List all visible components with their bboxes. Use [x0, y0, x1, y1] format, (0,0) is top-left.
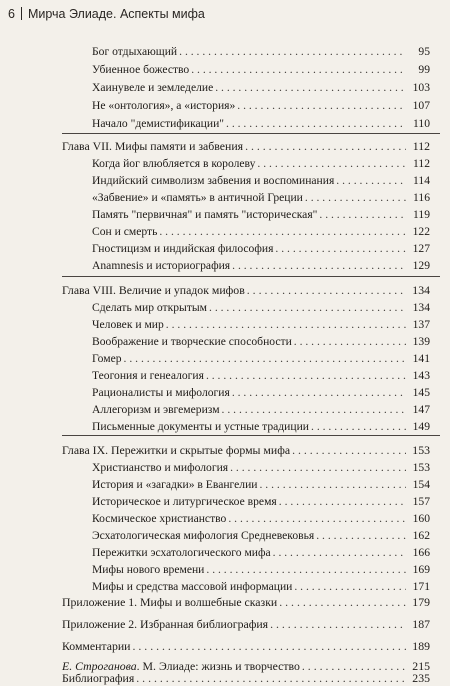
toc-entry[interactable]	[92, 386, 430, 399]
leader-dots	[191, 63, 406, 76]
leader-dots	[316, 529, 406, 542]
toc-entry-page: 162	[412, 529, 430, 542]
section-divider	[62, 276, 440, 277]
leader-dots	[215, 81, 406, 94]
leader-dots	[257, 157, 406, 170]
toc-entry-page: 110	[413, 117, 430, 130]
toc-entry-page: 179	[412, 595, 430, 609]
leader-dots	[159, 225, 406, 238]
toc-entry-page: 129	[412, 259, 430, 272]
toc-entry-title: Когда йог влюбляется в королеву	[92, 157, 256, 170]
toc-entry-title: Приложение 2. Избранная библиография	[62, 617, 269, 631]
toc-entry-page: 160	[412, 512, 430, 525]
toc-entry-page: 143	[412, 369, 430, 382]
toc-entry-page: 107	[412, 99, 430, 112]
chapter-title: Глава VII. Мифы памяти и забвения	[62, 139, 244, 153]
toc-entry[interactable]	[92, 335, 430, 348]
toc-entry-page: 147	[412, 403, 430, 416]
toc-entry-page: 141	[412, 352, 430, 365]
toc-entry-title: Историческое и литургическое время	[92, 495, 277, 508]
entry-title-rest: . М. Элиаде: жизнь и творчество	[136, 659, 300, 673]
toc-entry-title: Христианство и мифология	[92, 461, 229, 474]
toc-entry-page: 139	[412, 335, 430, 348]
toc-entry[interactable]	[92, 81, 430, 94]
leader-dots	[124, 352, 406, 365]
toc-entry[interactable]	[92, 495, 430, 508]
leader-dots	[179, 45, 406, 58]
toc-entry-page: 127	[412, 242, 430, 255]
toc-entry[interactable]	[92, 225, 430, 238]
leader-dots	[275, 242, 406, 255]
chapter-title: Глава IX. Пережитки и скрытые формы мифа	[62, 443, 291, 457]
toc-entry-page: 137	[412, 318, 430, 331]
toc-entry-page: 187	[412, 617, 430, 631]
leader-dots	[206, 563, 406, 576]
toc-entry[interactable]	[92, 403, 430, 416]
chapter-heading[interactable]	[62, 140, 430, 153]
chapter-page: 153	[412, 443, 430, 457]
toc-entry[interactable]	[92, 352, 430, 365]
toc-entry-page: 116	[413, 191, 430, 204]
toc-entry-title: Космическое христианство	[92, 512, 227, 525]
toc-entry-title: Библиография	[62, 671, 135, 685]
toc-entry-title: Бог отдыхающий	[92, 45, 178, 58]
toc-entry-page: 235	[412, 671, 430, 685]
leader-dots	[206, 369, 406, 382]
toc-entry-page: 134	[412, 301, 430, 314]
toc-entry-title: Не «онтология», а «история»	[92, 99, 236, 112]
leader-dots	[336, 174, 406, 187]
leader-dots	[237, 99, 406, 112]
toc-entry-page: 149	[412, 420, 430, 433]
leader-dots	[319, 208, 406, 221]
leader-dots	[247, 284, 406, 297]
toc-entry[interactable]	[92, 117, 430, 130]
toc-entry-title: Воображение и творческие способности	[92, 335, 292, 348]
toc-entry-page: 95	[418, 45, 430, 58]
toc-entry-title: Гомер	[92, 352, 122, 365]
running-header	[8, 7, 430, 21]
toc-entry-title: Сделать мир открытым	[92, 301, 208, 314]
leader-dots	[136, 672, 406, 685]
toc-entry[interactable]	[92, 208, 430, 221]
leader-dots	[260, 478, 407, 491]
toc-entry[interactable]	[92, 259, 430, 272]
leader-dots	[226, 117, 406, 130]
toc-entry-page: 166	[412, 546, 430, 559]
leader-dots	[245, 140, 406, 153]
leader-dots	[311, 420, 406, 433]
toc-entry[interactable]	[92, 301, 430, 314]
toc-backmatter-entry[interactable]	[62, 672, 430, 685]
toc-entry[interactable]	[92, 174, 430, 187]
page-number: 6	[8, 7, 15, 21]
toc-entry-title: Человек и мир	[92, 318, 164, 331]
toc-entry-page: 215	[412, 659, 430, 673]
leader-dots	[273, 546, 406, 559]
toc-entry-page: 99	[418, 63, 430, 76]
toc-entry[interactable]	[92, 461, 430, 474]
toc-entry-title: Anamnesis и историография	[92, 259, 231, 272]
leader-dots	[166, 318, 406, 331]
toc-entry-title: Гностицизм и индийская философия	[92, 242, 274, 255]
leader-dots	[232, 259, 406, 272]
toc-backmatter-entry[interactable]	[62, 640, 430, 653]
section-divider	[62, 435, 440, 436]
toc-entry-title: Начало "демистификации"	[92, 117, 225, 130]
leader-dots	[292, 444, 406, 457]
toc-backmatter-entry[interactable]	[62, 618, 430, 631]
toc-entry-page: 154	[412, 478, 430, 491]
leader-dots	[270, 618, 406, 631]
toc-entry-page: 157	[412, 495, 430, 508]
toc-entry-title: Рационалисты и мифология	[92, 386, 230, 399]
toc-entry[interactable]	[92, 242, 430, 255]
chapter-heading[interactable]	[62, 284, 430, 297]
toc-entry-title: Мифы и средства массовой информации	[92, 580, 293, 593]
toc-entry-page: 171	[412, 580, 430, 593]
section-divider	[62, 133, 440, 134]
toc-entry-page: 112	[413, 157, 430, 170]
toc-entry-page: 145	[412, 386, 430, 399]
author-name: Е. Строганова	[62, 659, 137, 673]
leader-dots	[294, 580, 406, 593]
toc-entry-title: Письменные документы и устные традиции	[92, 420, 310, 433]
toc-entry-title: Память "первичная" и память "историческая"	[92, 208, 318, 221]
toc-entry-title: Хаинувеле и земледелие	[92, 81, 214, 94]
toc-entry-title: Убиенное божество	[92, 63, 190, 76]
chapter-heading[interactable]	[62, 444, 430, 457]
toc-entry-page: 169	[412, 563, 430, 576]
toc-entry-title: Эсхатологическая мифология Средневековья	[92, 529, 315, 542]
leader-dots	[232, 386, 406, 399]
leader-dots	[209, 301, 406, 314]
toc-entry[interactable]	[92, 157, 430, 170]
toc-entry-page: 103	[412, 81, 430, 94]
toc-backmatter-entry[interactable]	[62, 596, 430, 609]
toc-entry[interactable]	[92, 580, 430, 593]
chapter-title: Глава VIII. Величие и упадок мифов	[62, 283, 245, 297]
toc-entry-page: 114	[413, 174, 430, 187]
chapter-page: 112	[412, 139, 430, 153]
header-separator	[21, 7, 22, 20]
leader-dots	[279, 596, 406, 609]
toc-entry-title: Индийский символизм забвения и воспоминания	[92, 174, 335, 187]
toc-entry-title: История и «загадки» в Евангелии	[92, 478, 258, 491]
leader-dots	[294, 335, 406, 348]
running-title: Мирча Элиаде. Аспекты мифа	[27, 7, 205, 21]
toc-entry-title: Приложение 1. Мифы и волшебные сказки	[62, 595, 278, 609]
toc-entry-page: 122	[412, 225, 430, 238]
toc-entry[interactable]	[92, 45, 430, 58]
toc-entry-page: 189	[412, 639, 430, 653]
leader-dots	[279, 495, 406, 508]
toc-entry[interactable]	[92, 369, 430, 382]
toc-entry-title: Аллегоризм и эвгемеризм	[92, 403, 220, 416]
leader-dots	[228, 512, 406, 525]
toc-entry[interactable]	[92, 563, 430, 576]
leader-dots	[305, 191, 406, 204]
toc-entry[interactable]	[92, 478, 430, 491]
toc-entry[interactable]	[92, 546, 430, 559]
toc-entry[interactable]	[92, 512, 430, 525]
chapter-page: 134	[412, 283, 430, 297]
toc-entry-page: 153	[412, 461, 430, 474]
toc-entry-title: Пережитки эсхатологического мифа	[92, 546, 271, 559]
leader-dots	[230, 461, 406, 474]
leader-dots	[133, 640, 407, 653]
toc-entry[interactable]	[92, 191, 430, 204]
toc-entry[interactable]	[92, 99, 430, 112]
leader-dots	[222, 403, 406, 416]
toc-entry[interactable]	[92, 529, 430, 542]
toc-entry-title: Комментарии	[62, 639, 131, 653]
toc-entry[interactable]	[92, 318, 430, 331]
toc-entry-page: 119	[413, 208, 430, 221]
toc-entry-title: «Забвение» и «память» в античной Греции	[92, 191, 303, 204]
toc-entry[interactable]	[92, 420, 430, 433]
toc-entry[interactable]	[92, 63, 430, 76]
toc-entry-title: Мифы нового времени	[92, 563, 205, 576]
toc-entry-title: Теогония и генеалогия	[92, 369, 204, 382]
toc-entry-title: Сон и смерть	[92, 225, 158, 238]
